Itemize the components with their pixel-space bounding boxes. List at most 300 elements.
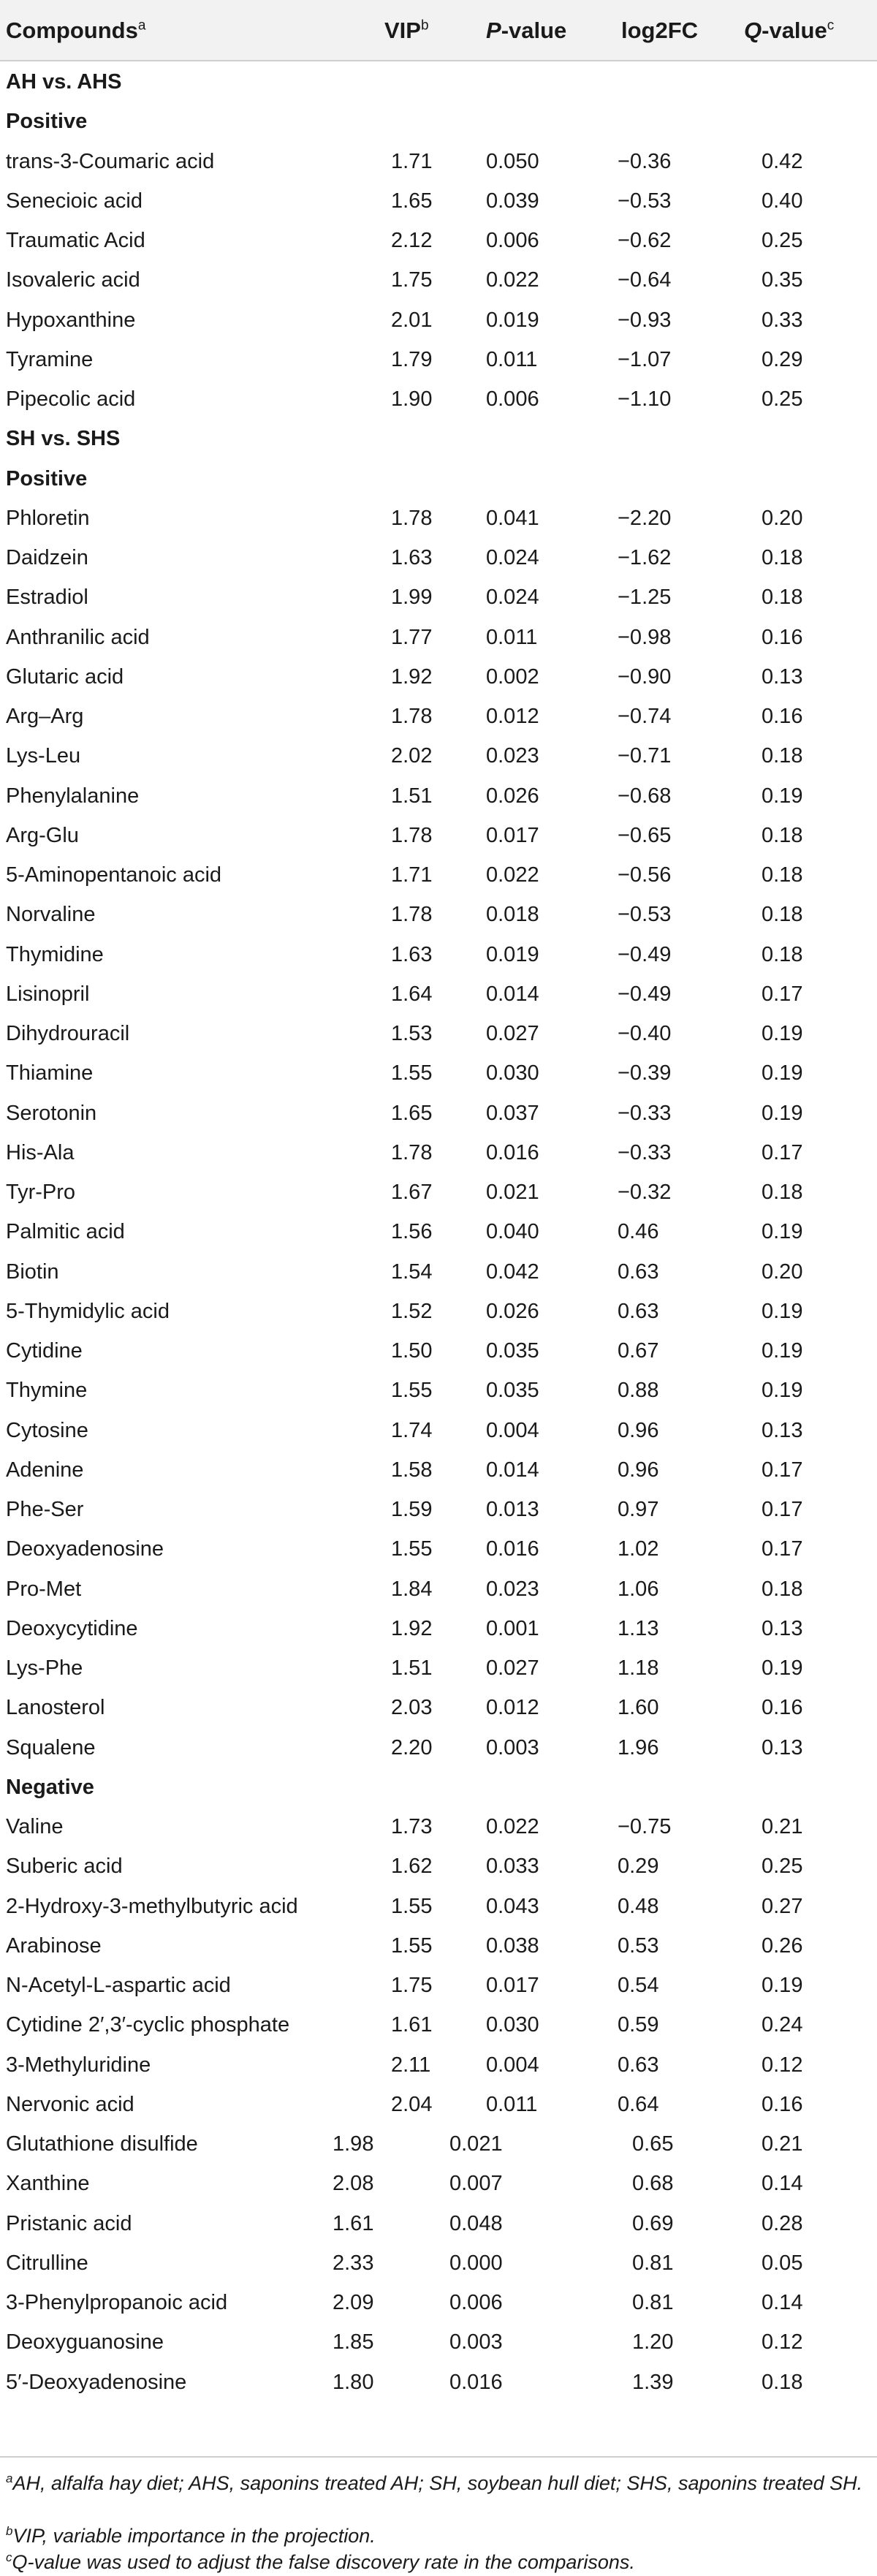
p-value: 0.014 — [486, 1458, 539, 1482]
p-value: 0.006 — [449, 2291, 503, 2314]
table-row — [0, 497, 877, 537]
vip-value: 1.55 — [391, 1379, 433, 1403]
log2fc-value: −0.33 — [618, 1140, 672, 1164]
p-value: 0.007 — [449, 2172, 503, 2196]
compound-name: Traumatic Acid — [6, 229, 145, 252]
compound-name: Phenylalanine — [6, 784, 140, 808]
compound-name: Thiamine — [6, 1061, 94, 1086]
compound-name: Pro-Met — [6, 1577, 82, 1601]
p-value: 0.012 — [486, 705, 539, 728]
compound-name: 5′-Deoxyadenosine — [6, 2370, 187, 2394]
table-row — [0, 1607, 877, 1647]
vip-value: 1.71 — [391, 149, 433, 173]
vip-value: 1.52 — [391, 1299, 433, 1323]
vip-value: 1.73 — [391, 1815, 433, 1838]
q-value: 0.19 — [762, 1656, 803, 1680]
section-label: AH vs. AHS — [6, 70, 122, 94]
table-row — [0, 2242, 877, 2281]
p-value: 0.019 — [486, 308, 539, 332]
compound-name: trans-3-Coumaric acid — [6, 149, 215, 173]
p-value: 0.039 — [486, 189, 539, 213]
vip-value: 1.78 — [391, 903, 433, 927]
log2fc-value: −0.71 — [618, 744, 672, 768]
log2fc-value: −0.53 — [618, 903, 672, 927]
log2fc-value: 1.13 — [618, 1616, 659, 1640]
compound-name: Anthranilic acid — [6, 625, 150, 649]
p-value: 0.000 — [449, 2251, 503, 2275]
q-value: 0.42 — [762, 149, 803, 173]
log2fc-value: 0.63 — [618, 2053, 659, 2077]
table-row — [0, 1251, 877, 1290]
vip-value: 1.64 — [391, 982, 433, 1006]
q-value: 0.24 — [762, 2013, 803, 2037]
section-heading — [0, 61, 877, 100]
q-value: 0.16 — [762, 625, 803, 649]
table-row — [0, 1012, 877, 1052]
q-value: 0.12 — [762, 2330, 803, 2355]
log2fc-value: −0.49 — [618, 982, 672, 1006]
table-row — [0, 1647, 877, 1686]
p-value: 0.001 — [486, 1616, 539, 1640]
vip-value: 1.65 — [391, 189, 433, 213]
compound-name: Lanosterol — [6, 1696, 105, 1720]
table-row — [0, 1885, 877, 1925]
table-row — [0, 1052, 877, 1091]
q-value: 0.19 — [762, 1299, 803, 1323]
log2fc-value: −0.39 — [618, 1061, 672, 1086]
log2fc-value: −2.20 — [618, 506, 672, 530]
vip-value: 1.53 — [391, 1022, 433, 1045]
p-value: 0.017 — [486, 823, 539, 847]
p-value: 0.035 — [486, 1339, 539, 1363]
q-value: 0.29 — [762, 347, 803, 371]
log2fc-value: −0.33 — [618, 1101, 672, 1125]
q-value: 0.19 — [762, 1022, 803, 1045]
table-row — [0, 1925, 877, 1964]
section-label: Positive — [6, 110, 88, 134]
vip-value: 2.09 — [333, 2291, 374, 2314]
log2fc-value: −0.36 — [618, 149, 672, 173]
table-row — [0, 735, 877, 774]
compound-name: Glutaric acid — [6, 664, 124, 689]
vip-value: 1.65 — [391, 1101, 433, 1125]
q-value: 0.14 — [762, 2172, 803, 2196]
log2fc-value: −0.93 — [618, 308, 672, 332]
log2fc-value: 1.02 — [618, 1537, 659, 1561]
p-value: 0.002 — [486, 664, 539, 689]
log2fc-value: −0.56 — [618, 863, 672, 887]
q-value: 0.25 — [762, 387, 803, 411]
section-heading — [0, 417, 877, 457]
table-row — [0, 2004, 877, 2043]
vip-value: 1.54 — [391, 1259, 433, 1284]
vip-value: 1.92 — [391, 664, 433, 689]
p-value: 0.024 — [486, 546, 539, 569]
table-row — [0, 1132, 877, 1171]
compound-name: Valine — [6, 1815, 64, 1838]
table-row — [0, 1528, 877, 1567]
table-row — [0, 2281, 877, 2321]
p-value: 0.023 — [486, 744, 539, 768]
q-value: 0.19 — [762, 784, 803, 808]
log2fc-value: −1.62 — [618, 546, 672, 569]
table-row — [0, 1845, 877, 1884]
vip-value: 1.75 — [391, 1974, 433, 1997]
q-value: 0.18 — [762, 1577, 803, 1601]
section-heading — [0, 1766, 877, 1806]
compound-name: Cytosine — [6, 1418, 88, 1442]
compound-name: 2-Hydroxy-3-methylbutyric acid — [6, 1894, 298, 1918]
vip-value: 1.50 — [391, 1339, 433, 1363]
header-log2fc: log2FC — [621, 18, 699, 43]
vip-value: 2.04 — [391, 2092, 433, 2116]
log2fc-value: 0.68 — [632, 2172, 674, 2196]
compound-name: Arg–Arg — [6, 705, 84, 728]
vip-value: 1.92 — [391, 1616, 433, 1640]
vip-value: 2.12 — [391, 229, 433, 252]
footnote-a: $^a$AH, alfalfa hay diet; AHS, saponins treated AH; SH, soybean hull diet; SHS, saponins treated SH. — [6, 2471, 863, 2494]
vip-value: 1.78 — [391, 823, 433, 847]
table-row — [0, 1171, 877, 1211]
log2fc-value: 0.59 — [618, 2013, 659, 2037]
log2fc-value: 0.88 — [618, 1379, 659, 1403]
vip-value: 1.78 — [391, 705, 433, 728]
vip-value: 1.63 — [391, 546, 433, 569]
log2fc-value: −0.49 — [618, 942, 672, 966]
compound-name: Citrulline — [6, 2251, 88, 2275]
vip-value: 1.58 — [391, 1458, 433, 1482]
table-row — [0, 2321, 877, 2360]
table-row — [0, 933, 877, 973]
vip-value: 1.78 — [391, 1140, 433, 1164]
p-value: 0.004 — [486, 2053, 539, 2077]
compound-name: Biotin — [6, 1259, 59, 1284]
q-value: 0.13 — [762, 664, 803, 689]
compound-name: Isovaleric acid — [6, 268, 140, 292]
p-value: 0.022 — [486, 1815, 539, 1838]
log2fc-value: −0.62 — [618, 229, 672, 252]
q-value: 0.19 — [762, 1974, 803, 1997]
q-value: 0.19 — [762, 1379, 803, 1403]
q-value: 0.19 — [762, 1101, 803, 1125]
q-value: 0.20 — [762, 506, 803, 530]
compound-name: 3-Phenylpropanoic acid — [6, 2291, 228, 2314]
p-value: 0.003 — [449, 2330, 503, 2355]
p-value: 0.030 — [486, 2013, 539, 2037]
section-label: Negative — [6, 1775, 94, 1799]
vip-value: 1.56 — [391, 1220, 433, 1244]
p-value: 0.012 — [486, 1696, 539, 1720]
q-value: 0.13 — [762, 1418, 803, 1442]
table-row — [0, 219, 877, 259]
vip-value: 1.55 — [391, 1894, 433, 1918]
p-value: 0.041 — [486, 506, 539, 530]
vip-value: 1.55 — [391, 1061, 433, 1086]
p-value: 0.037 — [486, 1101, 539, 1125]
log2fc-value: −0.74 — [618, 705, 672, 728]
vip-value: 1.67 — [391, 1181, 433, 1204]
q-value: 0.18 — [762, 863, 803, 887]
p-value: 0.027 — [486, 1022, 539, 1045]
compound-name: Palmitic acid — [6, 1220, 125, 1244]
p-value: 0.023 — [486, 1577, 539, 1601]
p-value: 0.042 — [486, 1259, 539, 1284]
table-row — [0, 656, 877, 695]
vip-value: 1.74 — [391, 1418, 433, 1442]
compound-name: Dihydrouracil — [6, 1022, 130, 1045]
vip-value: 1.51 — [391, 1656, 433, 1680]
p-value: 0.016 — [449, 2370, 503, 2394]
p-value: 0.006 — [486, 387, 539, 411]
q-value: 0.28 — [762, 2211, 803, 2235]
log2fc-value: 0.29 — [618, 1855, 659, 1879]
q-value: 0.18 — [762, 903, 803, 927]
p-value: 0.017 — [486, 1974, 539, 1997]
section-heading — [0, 458, 877, 497]
compound-name: Pipecolic acid — [6, 387, 136, 411]
log2fc-value: 0.63 — [618, 1299, 659, 1323]
p-value: 0.018 — [486, 903, 539, 927]
compound-name: Lisinopril — [6, 982, 90, 1006]
vip-value: 1.98 — [333, 2132, 374, 2156]
q-value: 0.21 — [762, 1815, 803, 1838]
compound-name: Serotonin — [6, 1101, 97, 1125]
q-value: 0.18 — [762, 744, 803, 768]
vip-value: 1.78 — [391, 506, 433, 530]
p-value: 0.021 — [486, 1181, 539, 1204]
table-row — [0, 259, 877, 298]
vip-value: 1.63 — [391, 942, 433, 966]
compound-name: Cytidine — [6, 1339, 83, 1363]
q-value: 0.17 — [762, 1537, 803, 1561]
section-label: SH vs. SHS — [6, 427, 121, 451]
vip-value: 2.11 — [391, 2053, 431, 2077]
log2fc-value: −0.98 — [618, 625, 672, 649]
p-value: 0.022 — [486, 863, 539, 887]
q-value: 0.26 — [762, 1933, 803, 1958]
log2fc-value: −1.25 — [618, 586, 672, 610]
table-row — [0, 973, 877, 1012]
table-row — [0, 140, 877, 180]
q-value: 0.17 — [762, 1498, 803, 1521]
vip-value: 1.85 — [333, 2330, 374, 2355]
q-value: 0.16 — [762, 1696, 803, 1720]
vip-value: 1.61 — [391, 2013, 433, 2037]
table-row — [0, 576, 877, 615]
q-value: 0.40 — [762, 189, 803, 213]
table-row — [0, 775, 877, 814]
q-value: 0.19 — [762, 1339, 803, 1363]
footnote-b: $^b$VIP, variable importance in the projection. — [6, 2524, 376, 2547]
table-row — [0, 1964, 877, 2004]
table-row — [0, 1449, 877, 1488]
vip-value: 2.08 — [333, 2172, 374, 2196]
vip-value: 1.61 — [333, 2211, 374, 2235]
log2fc-value: −0.90 — [618, 664, 672, 689]
vip-value: 1.75 — [391, 268, 433, 292]
header-vip: VIP$^b$ — [384, 18, 429, 43]
q-value: 0.05 — [762, 2251, 803, 2275]
log2fc-value: 0.69 — [632, 2211, 674, 2235]
table-row — [0, 1686, 877, 1726]
table-row — [0, 1330, 877, 1369]
vip-value: 1.84 — [391, 1577, 433, 1601]
vip-value: 1.59 — [391, 1498, 433, 1521]
log2fc-value: 0.81 — [632, 2291, 674, 2314]
q-value: 0.25 — [762, 229, 803, 252]
p-value: 0.021 — [449, 2132, 503, 2156]
log2fc-value: 1.18 — [618, 1656, 659, 1680]
q-value: 0.17 — [762, 1140, 803, 1164]
compound-name: Cytidine 2′,3′-cyclic phosphate — [6, 2013, 290, 2037]
table-row — [0, 893, 877, 933]
p-value: 0.011 — [486, 347, 538, 371]
log2fc-value: −0.68 — [618, 784, 672, 808]
compound-name: Tyramine — [6, 347, 94, 371]
compound-name: Thymine — [6, 1379, 88, 1403]
header-compounds: Compounds$^a$ — [6, 18, 146, 43]
compound-name: Estradiol — [6, 586, 88, 610]
log2fc-value: 0.96 — [618, 1458, 659, 1482]
footnote-c: $^c$Q-value was used to adjust the false discovery rate in the comparisons. — [6, 2550, 635, 2573]
compound-name: Thymidine — [6, 942, 104, 966]
section-heading — [0, 100, 877, 140]
vip-value: 2.02 — [391, 744, 433, 768]
vip-value: 1.79 — [391, 347, 433, 371]
compound-name: Deoxyguanosine — [6, 2330, 164, 2355]
compound-name: 5-Thymidylic acid — [6, 1299, 170, 1323]
compound-name: Hypoxanthine — [6, 308, 136, 332]
log2fc-value: 0.63 — [618, 1259, 659, 1284]
compound-name: Nervonic acid — [6, 2092, 134, 2116]
vip-value: 1.77 — [391, 625, 433, 649]
log2fc-value: −0.53 — [618, 189, 672, 213]
table-row — [0, 1568, 877, 1607]
q-value: 0.18 — [762, 586, 803, 610]
compound-name: 3-Methyluridine — [6, 2053, 151, 2077]
vip-value: 2.20 — [391, 1735, 433, 1759]
table-row — [0, 695, 877, 735]
p-value: 0.011 — [486, 625, 538, 649]
compound-name: Squalene — [6, 1735, 96, 1759]
vip-value: 1.62 — [391, 1855, 433, 1879]
log2fc-value: 1.96 — [618, 1735, 659, 1759]
compound-name: N-Acetyl-L-aspartic acid — [6, 1974, 231, 1997]
q-value: 0.16 — [762, 705, 803, 728]
table-row — [0, 1806, 877, 1845]
table-row — [0, 378, 877, 417]
p-value: 0.048 — [449, 2211, 503, 2235]
q-value: 0.21 — [762, 2132, 803, 2156]
table-row — [0, 1211, 877, 1250]
q-value: 0.18 — [762, 546, 803, 569]
compound-name: His-Ala — [6, 1140, 75, 1164]
table-row — [0, 2123, 877, 2162]
table-header — [0, 0, 877, 61]
vip-value: 1.71 — [391, 863, 433, 887]
table-footnotes — [0, 2456, 877, 2573]
header-p-value: P-value — [486, 18, 567, 43]
compound-name: Tyr-Pro — [6, 1181, 76, 1204]
q-value: 0.14 — [762, 2291, 803, 2314]
p-value: 0.016 — [486, 1537, 539, 1561]
log2fc-value: 1.06 — [618, 1577, 659, 1601]
compound-name: Pristanic acid — [6, 2211, 132, 2235]
log2fc-value: 0.48 — [618, 1894, 659, 1918]
p-value: 0.014 — [486, 982, 539, 1006]
log2fc-value: −0.32 — [618, 1181, 672, 1204]
p-value: 0.030 — [486, 1061, 539, 1086]
q-value: 0.19 — [762, 1220, 803, 1244]
q-value: 0.18 — [762, 942, 803, 966]
p-value: 0.043 — [486, 1894, 539, 1918]
table-row — [0, 180, 877, 219]
compound-name: Xanthine — [6, 2172, 90, 2196]
vip-value: 1.90 — [391, 387, 433, 411]
table-row — [0, 2202, 877, 2242]
p-value: 0.035 — [486, 1379, 539, 1403]
log2fc-value: 0.97 — [618, 1498, 659, 1521]
q-value: 0.13 — [762, 1616, 803, 1640]
compound-name: Suberic acid — [6, 1855, 123, 1879]
table-row — [0, 537, 877, 576]
log2fc-value: 0.46 — [618, 1220, 659, 1244]
log2fc-value: −1.10 — [618, 387, 672, 411]
q-value: 0.17 — [762, 982, 803, 1006]
q-value: 0.27 — [762, 1894, 803, 1918]
table-row — [0, 2044, 877, 2083]
vip-value: 2.03 — [391, 1696, 433, 1720]
vip-value: 1.55 — [391, 1933, 433, 1958]
table-row — [0, 1488, 877, 1528]
q-value: 0.16 — [762, 2092, 803, 2116]
compound-name: Norvaline — [6, 903, 96, 927]
section-label: Positive — [6, 466, 88, 490]
q-value: 0.35 — [762, 268, 803, 292]
compound-name: Phe-Ser — [6, 1498, 84, 1521]
q-value: 0.18 — [762, 1181, 803, 1204]
table-row — [0, 616, 877, 656]
q-value: 0.18 — [762, 2370, 803, 2394]
log2fc-value: 1.39 — [632, 2370, 674, 2394]
p-value: 0.003 — [486, 1735, 539, 1759]
p-value: 0.022 — [486, 268, 539, 292]
p-value: 0.026 — [486, 1299, 539, 1323]
table-row — [0, 299, 877, 338]
table-row — [0, 854, 877, 893]
compound-name: Phloretin — [6, 506, 90, 530]
vip-value: 1.80 — [333, 2370, 374, 2394]
table-row — [0, 2162, 877, 2202]
log2fc-value: −0.65 — [618, 823, 672, 847]
p-value: 0.006 — [486, 229, 539, 252]
q-value: 0.13 — [762, 1735, 803, 1759]
p-value: 0.026 — [486, 784, 539, 808]
compound-name: Glutathione disulfide — [6, 2132, 198, 2156]
p-value: 0.027 — [486, 1656, 539, 1680]
q-value: 0.20 — [762, 1259, 803, 1284]
vip-value: 1.55 — [391, 1537, 433, 1561]
vip-value: 2.01 — [391, 308, 433, 332]
log2fc-value: 1.20 — [632, 2330, 674, 2355]
p-value: 0.033 — [486, 1855, 539, 1879]
compound-name: Arabinose — [6, 1933, 102, 1958]
q-value: 0.17 — [762, 1458, 803, 1482]
compound-name: Deoxycytidine — [6, 1616, 138, 1640]
vip-value: 1.99 — [391, 586, 433, 610]
vip-value: 2.33 — [333, 2251, 374, 2275]
log2fc-value: 1.60 — [618, 1696, 659, 1720]
